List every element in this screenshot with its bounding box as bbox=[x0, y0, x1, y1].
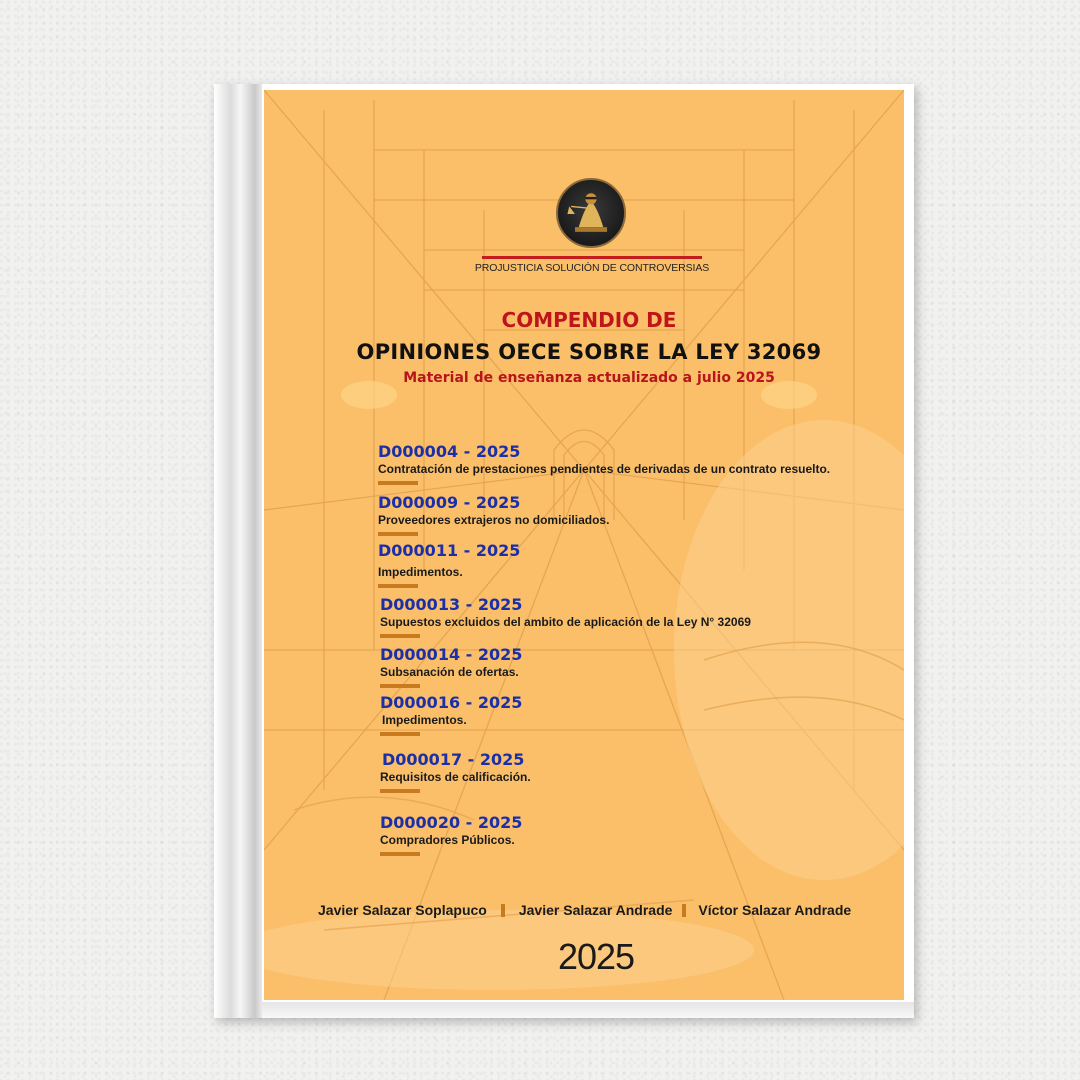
accent-bar bbox=[380, 634, 420, 638]
opinion-code: D000020 - 2025 bbox=[380, 813, 523, 832]
book-page-edge bbox=[262, 1002, 914, 1018]
list-item bbox=[380, 750, 531, 793]
accent-bar bbox=[378, 584, 418, 588]
opinion-description: Proveedores extrajeros no domiciliados. bbox=[378, 513, 610, 527]
opinion-code: D000016 - 2025 bbox=[380, 693, 523, 712]
accent-bar bbox=[380, 684, 420, 688]
author-name: Víctor Salazar Andrade bbox=[698, 902, 852, 918]
list-item bbox=[378, 541, 520, 588]
opinion-description: Requisitos de calificación. bbox=[380, 770, 531, 784]
opinion-description: Supuestos excluidos del ambito de aplicación de la Ley N° 32069 bbox=[380, 615, 751, 629]
accent-bar bbox=[378, 481, 418, 485]
opinion-code: D000011 - 2025 bbox=[378, 541, 521, 560]
accent-bar bbox=[378, 532, 418, 536]
opinion-code: D000009 - 2025 bbox=[378, 493, 521, 512]
title-line-1: COMPENDIO DE bbox=[501, 308, 677, 332]
accent-bar bbox=[380, 732, 420, 736]
accent-bar bbox=[380, 789, 420, 793]
front-cover bbox=[264, 90, 904, 1000]
authors-line bbox=[318, 902, 878, 918]
publication-year: 2025 bbox=[557, 936, 635, 977]
lady-justice-logo bbox=[556, 178, 626, 248]
list-item bbox=[380, 595, 751, 638]
list-item bbox=[378, 442, 830, 485]
book-spine bbox=[214, 84, 262, 1018]
opinion-description: Impedimentos. bbox=[382, 713, 467, 727]
opinion-code: D000014 - 2025 bbox=[380, 645, 523, 664]
logo-underline bbox=[482, 256, 702, 259]
opinion-code: D000017 - 2025 bbox=[382, 750, 525, 769]
logo-text: PROJUSTICIA SOLUCIÓN DE CONTROVERSIAS bbox=[474, 262, 710, 274]
opinion-code: D000004 - 2025 bbox=[378, 442, 521, 461]
opinion-code: D000013 - 2025 bbox=[380, 595, 523, 614]
author-name: Javier Salazar Andrade bbox=[518, 902, 673, 918]
title-line-2: OPINIONES OECE SOBRE LA LEY 32069 bbox=[356, 340, 822, 364]
subtitle: Material de enseñanza actualizado a julio 2025 bbox=[403, 370, 775, 386]
list-item bbox=[380, 645, 522, 688]
author-separator bbox=[682, 904, 686, 917]
author-separator bbox=[501, 904, 505, 917]
book-cover-mockup bbox=[214, 84, 914, 1018]
opinion-description: Subsanación de ofertas. bbox=[380, 665, 519, 679]
opinion-description: Contratación de prestaciones pendientes de derivadas de un contrato resuelto. bbox=[378, 462, 831, 476]
author-name: Javier Salazar Soplapuco bbox=[318, 902, 487, 918]
accent-bar bbox=[380, 852, 420, 856]
list-item bbox=[380, 693, 522, 736]
list-item bbox=[380, 813, 522, 856]
opinion-description: Impedimentos. bbox=[378, 565, 463, 579]
list-item bbox=[378, 493, 609, 536]
opinion-description: Compradores Públicos. bbox=[380, 833, 515, 847]
